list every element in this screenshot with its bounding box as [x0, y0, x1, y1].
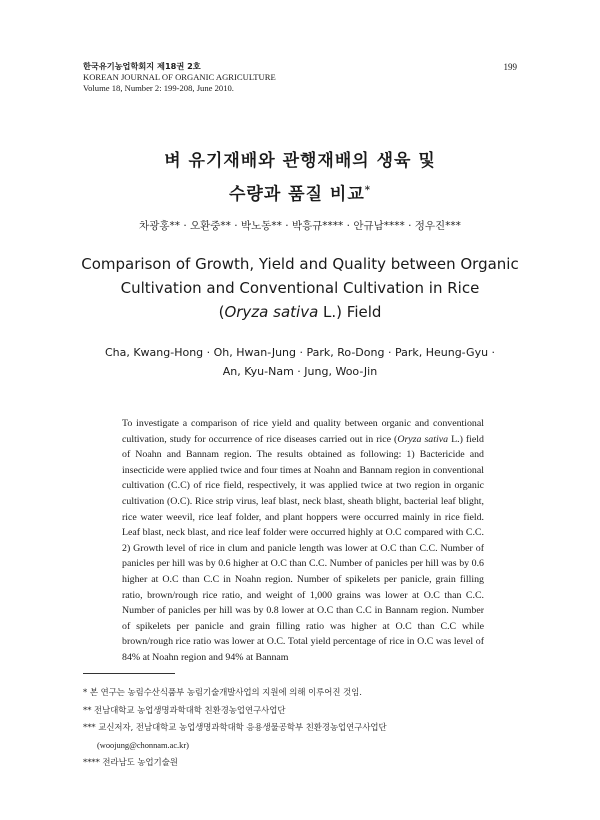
english-title-suffix: L.) Field	[318, 303, 382, 321]
english-title-line-2: Cultivation and Conventional Cultivation in Rice	[120, 279, 480, 297]
footnote-email: (woojung@chonnam.ac.kr)	[97, 740, 189, 750]
korean-title-line-2	[0, 176, 600, 210]
english-title-line-3	[0, 300, 600, 324]
english-authors	[0, 343, 600, 381]
abstract-body	[122, 416, 484, 666]
english-title-paren: (	[218, 303, 225, 321]
korean-authors: 차광홍** · 오환중** · 박노동** · 박흥규**** · 안규남**** · 정우진***	[139, 220, 461, 232]
korean-title-line-1: 벼 유기재배와 관행재배의 생육 및	[164, 151, 436, 171]
journal-volume: Volume 18, Number 2: 199-208, June 2010.	[83, 83, 234, 94]
footnotes	[83, 684, 387, 772]
english-title	[0, 252, 600, 324]
footnote-affiliation-1: ** 전남대학교 농업생명과학대학 친환경농업연구사업단	[83, 704, 286, 715]
english-title-species: Oryza sativa	[224, 303, 319, 321]
korean-title	[0, 146, 600, 210]
english-authors-line-2: An, Kyu-Nam · Jung, Woo-Jin	[222, 365, 378, 378]
footnote-affiliation-2: **** 전라남도 농업기술원	[83, 757, 178, 767]
footnote-divider	[83, 673, 175, 674]
abstract-part-1: To investigate a comparison of rice yield and quality between organic and conventional cultivation, study for occurrence of rice diseases carried out in rice (	[122, 418, 484, 445]
abstract-part-2: L.) field of Noahn and Bannam region. The results obtained as following: 1) Bactericide and insecticide were applied twice and four times at Noahn and Bannam region in conventional cultivation (C.C) of rice field, respectively, it was applied twice at two region in organic cultivation (O.C). Rice strip virus, leaf blast, neck blast, sheath blight, bacterial leaf blight, rice water weevil, rice leaf folder, and plant hoppers were occurred mainly in rice field. Leaf blast, neck blast, and rice leaf folder were occurred highly at O.C compared with C.C. 2) Growth level of rice in clum and panicle length was lower at O.C than C.C. Number of panicles per hill was by 0.6 higher at O.C than C.C. Number of panicles per hill was by 0.6 higher at O.C than C.C in Noahn region. Number of spikelets per panicle, grain filling ratio, brown/rough rice ratio, and weight of 1,000 grains was lower at O.C than C.C. Number of panicles per hill was by 0.8 lower at O.C than C.C in Bannam region. Number of spikelets per panicle and grain filling ratio was higher at O.C than C.C while brown/rough rice ratio was lower at O.C. Total yield percentage of rice in O.C was level of 84% at Noahn region and 94% at Bannam	[122, 433, 484, 663]
title-footnote-mark: *	[364, 185, 372, 196]
journal-name-korean: 한국유기농업학회지 제18권 2호	[83, 61, 201, 71]
abstract-species: Oryza sativa	[397, 433, 449, 445]
journal-header	[83, 61, 276, 95]
journal-name-english: KOREAN JOURNAL OF ORGANIC AGRICULTURE	[83, 72, 276, 83]
page-number: 199	[503, 62, 517, 72]
english-title-line-1: Comparison of Growth, Yield and Quality between Organic	[81, 255, 519, 273]
english-authors-line-1: Cha, Kwang-Hong · Oh, Hwan-Jung · Park, Ro-Dong · Park, Heung-Gyu ·	[104, 346, 496, 359]
footnote-funding: * 본 연구는 농림수산식품부 농림기술개발사업의 지원에 의해 이루어진 것임.	[83, 687, 362, 697]
footnote-corresponding-author: *** 교신저자, 전남대학교 농업생명과학대학 응용생물공학부 친환경농업연구사업단	[83, 722, 387, 732]
korean-title-line-2-text: 수량과 품질 비교	[228, 184, 365, 205]
